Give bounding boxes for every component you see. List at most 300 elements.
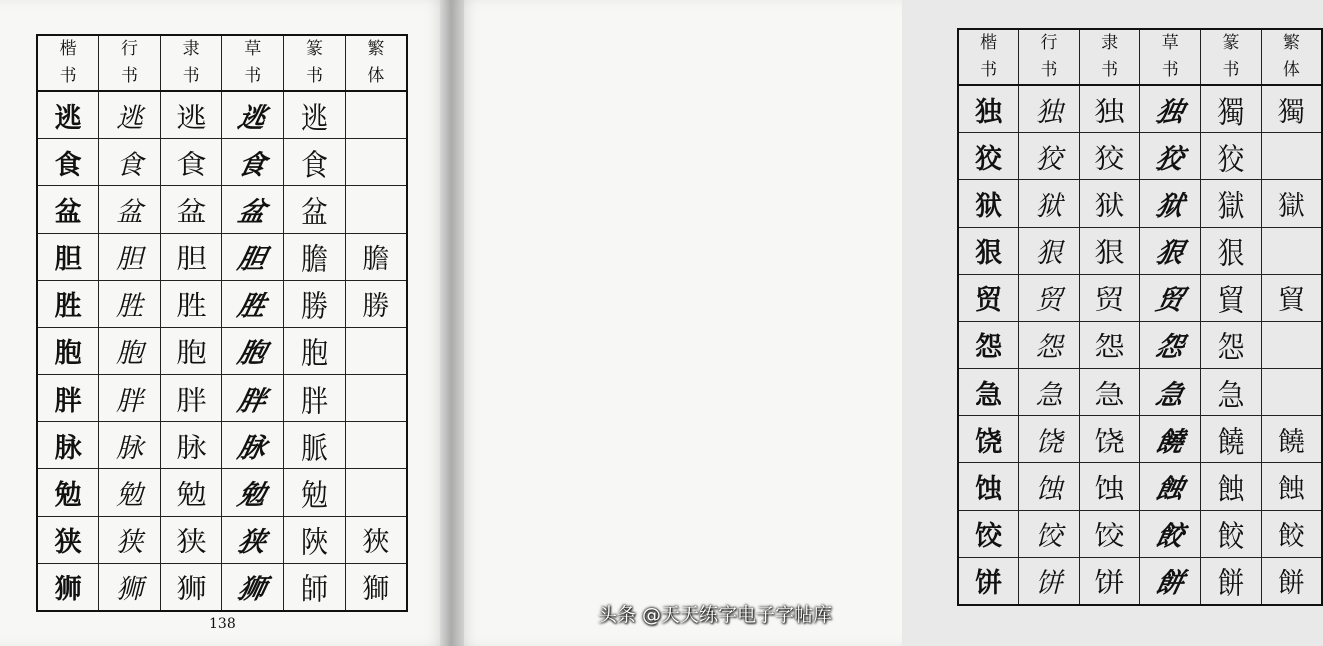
character-cell xyxy=(1079,463,1140,510)
character-cell xyxy=(37,280,99,327)
column-header-top: 楷 xyxy=(59,39,77,59)
character-glyph: 餃 xyxy=(1217,519,1245,555)
table-row xyxy=(958,416,1322,463)
character-cell xyxy=(222,186,284,233)
character-glyph: 饒 xyxy=(1277,426,1305,458)
character-cell xyxy=(1019,133,1080,180)
character-cell xyxy=(958,133,1019,180)
character-glyph: 狠 xyxy=(1035,238,1063,270)
column-header-top: 行 xyxy=(1040,33,1058,53)
character-glyph: 狠 xyxy=(975,238,1003,270)
character-glyph: 胆 xyxy=(235,244,269,276)
character-glyph: 狹 xyxy=(362,527,390,559)
column-header-bottom: 书 xyxy=(1040,60,1058,80)
character-glyph: 怨 xyxy=(975,332,1003,364)
character-cell xyxy=(958,321,1019,368)
character-cell xyxy=(1019,369,1080,416)
character-cell xyxy=(1261,227,1322,274)
character-cell xyxy=(1019,227,1080,274)
character-glyph: 饼 xyxy=(1035,568,1063,600)
character-cell xyxy=(99,327,161,374)
column-header xyxy=(1261,29,1322,85)
character-cell xyxy=(99,516,161,563)
character-glyph: 急 xyxy=(1094,379,1125,411)
character-glyph: 獄 xyxy=(1217,189,1245,225)
column-header-top: 隶 xyxy=(1101,33,1119,53)
character-glyph: 独 xyxy=(975,96,1003,128)
character-glyph: 胞 xyxy=(54,338,82,370)
character-glyph: 狡 xyxy=(1217,142,1245,178)
character-glyph: 狡 xyxy=(1152,143,1187,175)
column-header-bottom: 书 xyxy=(59,66,77,86)
character-glyph: 胞 xyxy=(235,338,269,370)
character-cell xyxy=(958,227,1019,274)
character-glyph: 胞 xyxy=(176,338,207,370)
character-glyph: 陜 xyxy=(300,525,328,561)
column-header xyxy=(222,35,284,91)
table-row xyxy=(37,375,407,422)
character-glyph: 狱 xyxy=(975,190,1003,222)
character-cell xyxy=(345,422,407,469)
character-cell xyxy=(1201,463,1262,510)
column-header-bottom: 书 xyxy=(980,60,998,80)
character-glyph: 勝 xyxy=(300,289,328,325)
character-cell xyxy=(37,139,99,186)
character-glyph: 脉 xyxy=(115,432,143,464)
character-glyph: 獄 xyxy=(1277,190,1305,222)
character-glyph: 狡 xyxy=(1094,143,1125,175)
page-number: 138 xyxy=(209,616,236,632)
character-cell xyxy=(1019,416,1080,463)
character-glyph: 狭 xyxy=(115,527,143,559)
character-cell xyxy=(345,469,407,516)
character-cell xyxy=(1140,369,1201,416)
column-header-bottom: 体 xyxy=(1282,60,1300,80)
character-glyph: 餅 xyxy=(1277,568,1305,600)
column-header xyxy=(1140,29,1201,85)
character-glyph: 急 xyxy=(1217,378,1245,413)
character-cell xyxy=(37,327,99,374)
character-glyph: 勉 xyxy=(300,478,328,514)
character-cell xyxy=(1261,463,1322,510)
character-cell xyxy=(222,233,284,280)
character-cell xyxy=(1079,369,1140,416)
character-glyph: 贸 xyxy=(1035,285,1063,317)
column-header-top: 繁 xyxy=(367,39,385,59)
character-cell xyxy=(284,375,346,422)
character-glyph: 胜 xyxy=(235,291,269,323)
right-character-table xyxy=(957,28,1323,606)
character-cell xyxy=(222,139,284,186)
character-cell xyxy=(1079,416,1140,463)
character-glyph: 膽 xyxy=(362,244,390,276)
table-row xyxy=(37,422,407,469)
character-glyph: 脉 xyxy=(54,432,82,464)
character-glyph: 貿 xyxy=(1277,285,1305,317)
character-glyph: 胖 xyxy=(54,385,82,417)
character-cell xyxy=(284,469,346,516)
table-row xyxy=(958,510,1322,557)
character-cell xyxy=(160,280,222,327)
character-glyph: 胜 xyxy=(176,291,207,323)
character-glyph: 饶 xyxy=(975,426,1003,458)
column-header-top: 篆 xyxy=(1222,33,1240,53)
character-glyph: 怨 xyxy=(1217,330,1245,366)
character-glyph: 贸 xyxy=(1094,285,1125,317)
character-cell xyxy=(1140,416,1201,463)
character-glyph: 胞 xyxy=(115,338,143,370)
table-row xyxy=(958,557,1322,605)
character-cell xyxy=(284,186,346,233)
character-cell xyxy=(160,139,222,186)
column-header xyxy=(1079,29,1140,85)
character-cell xyxy=(284,516,346,563)
column-header-top: 草 xyxy=(1161,33,1179,53)
character-glyph: 餅 xyxy=(1152,568,1187,600)
character-glyph: 饶 xyxy=(1035,426,1063,458)
character-cell xyxy=(1261,85,1322,133)
character-cell xyxy=(37,375,99,422)
character-cell xyxy=(1019,463,1080,510)
character-cell xyxy=(1201,133,1262,180)
character-glyph: 脉 xyxy=(235,432,269,464)
character-cell xyxy=(222,280,284,327)
character-cell xyxy=(160,91,222,139)
character-glyph: 饒 xyxy=(1217,425,1245,460)
column-header-top: 草 xyxy=(244,39,262,59)
table-row xyxy=(37,233,407,280)
character-cell xyxy=(345,563,407,611)
character-glyph: 胖 xyxy=(235,385,269,417)
character-glyph: 狮 xyxy=(235,574,269,606)
character-glyph: 膽 xyxy=(300,242,328,278)
character-glyph: 贸 xyxy=(975,285,1003,317)
character-cell xyxy=(1201,274,1262,321)
character-glyph: 盆 xyxy=(54,196,82,228)
character-cell xyxy=(160,563,222,611)
column-header xyxy=(958,29,1019,85)
character-cell xyxy=(1079,85,1140,133)
character-glyph: 盆 xyxy=(176,196,207,228)
character-glyph: 狱 xyxy=(1152,190,1187,222)
character-glyph: 饼 xyxy=(1094,568,1125,600)
character-cell xyxy=(1140,227,1201,274)
character-glyph: 胆 xyxy=(54,244,82,276)
character-cell xyxy=(99,422,161,469)
column-header-bottom: 书 xyxy=(120,66,138,86)
character-glyph: 饺 xyxy=(1035,521,1063,553)
column-header-bottom: 书 xyxy=(244,66,262,86)
character-glyph: 胞 xyxy=(300,336,328,372)
character-cell xyxy=(99,91,161,139)
character-glyph: 食 xyxy=(176,149,207,181)
column-header-top: 行 xyxy=(120,39,138,59)
column-header xyxy=(37,35,99,91)
character-cell xyxy=(160,233,222,280)
character-cell xyxy=(345,516,407,563)
character-cell xyxy=(958,557,1019,605)
character-cell xyxy=(222,516,284,563)
watermark: 头条 @天天练字电子字帖库 xyxy=(598,604,833,626)
character-cell xyxy=(1019,180,1080,227)
character-glyph: 狡 xyxy=(975,143,1003,175)
character-glyph: 逃 xyxy=(54,102,82,134)
column-header-bottom: 书 xyxy=(1222,60,1240,80)
column-header-bottom: 体 xyxy=(367,66,385,86)
character-cell xyxy=(1201,416,1262,463)
character-glyph: 餅 xyxy=(1217,566,1245,602)
character-glyph: 怨 xyxy=(1035,332,1063,364)
character-cell xyxy=(99,233,161,280)
character-glyph: 独 xyxy=(1094,96,1125,128)
character-glyph: 饺 xyxy=(975,521,1003,553)
character-glyph: 獨 xyxy=(1217,95,1245,130)
character-glyph: 胖 xyxy=(300,384,328,419)
right-page xyxy=(452,0,1305,646)
character-glyph: 胆 xyxy=(176,244,207,276)
character-cell xyxy=(345,139,407,186)
table-row xyxy=(37,327,407,374)
character-cell xyxy=(99,375,161,422)
character-glyph: 蝕 xyxy=(1217,472,1245,508)
character-glyph: 逃 xyxy=(115,102,143,134)
character-cell xyxy=(1261,510,1322,557)
character-glyph: 勉 xyxy=(115,479,143,511)
column-header-top: 楷 xyxy=(980,33,998,53)
table-row xyxy=(37,186,407,233)
character-cell xyxy=(1019,510,1080,557)
character-glyph: 獅 xyxy=(362,574,390,606)
character-cell xyxy=(1261,133,1322,180)
character-cell xyxy=(1079,510,1140,557)
character-cell xyxy=(37,422,99,469)
character-glyph: 蚀 xyxy=(1094,473,1125,505)
character-cell xyxy=(222,422,284,469)
character-glyph: 勉 xyxy=(176,479,207,511)
character-glyph: 狠 xyxy=(1094,238,1125,270)
table-row xyxy=(958,321,1322,368)
character-cell xyxy=(99,469,161,516)
character-glyph: 脈 xyxy=(300,431,328,466)
character-glyph: 狮 xyxy=(176,574,207,606)
character-cell xyxy=(958,180,1019,227)
character-cell xyxy=(345,375,407,422)
character-glyph: 饒 xyxy=(1152,426,1187,458)
column-header xyxy=(1201,29,1262,85)
character-cell xyxy=(1261,557,1322,605)
character-glyph: 狱 xyxy=(1035,190,1063,222)
character-glyph: 饺 xyxy=(1094,521,1125,553)
character-cell xyxy=(1079,274,1140,321)
character-cell xyxy=(958,85,1019,133)
character-cell xyxy=(222,469,284,516)
character-cell xyxy=(99,563,161,611)
table-row xyxy=(958,180,1322,227)
character-cell xyxy=(222,375,284,422)
character-cell xyxy=(160,327,222,374)
character-cell xyxy=(345,280,407,327)
character-cell xyxy=(1201,85,1262,133)
character-glyph: 怨 xyxy=(1152,332,1187,364)
character-glyph: 贸 xyxy=(1152,285,1187,317)
character-cell xyxy=(1019,85,1080,133)
character-glyph: 食 xyxy=(235,149,269,181)
character-glyph: 胖 xyxy=(176,385,207,417)
character-glyph: 貿 xyxy=(1217,283,1245,319)
character-cell xyxy=(1201,557,1262,605)
character-glyph: 蝕 xyxy=(1152,473,1187,505)
character-cell xyxy=(1201,180,1262,227)
character-cell xyxy=(1079,180,1140,227)
character-cell xyxy=(345,186,407,233)
character-glyph: 狭 xyxy=(54,527,82,559)
character-cell xyxy=(37,233,99,280)
table-row xyxy=(37,139,407,186)
character-cell xyxy=(1140,133,1201,180)
character-cell xyxy=(345,91,407,139)
character-glyph: 逃 xyxy=(235,102,269,134)
character-glyph: 急 xyxy=(975,379,1003,411)
character-glyph: 食 xyxy=(54,149,82,181)
character-glyph: 胜 xyxy=(54,291,82,323)
character-glyph: 蚀 xyxy=(975,473,1003,505)
character-cell xyxy=(1079,321,1140,368)
character-glyph: 狡 xyxy=(1035,143,1063,175)
character-cell xyxy=(1261,274,1322,321)
character-glyph: 盆 xyxy=(115,196,143,228)
character-glyph: 狱 xyxy=(1094,190,1125,222)
character-cell xyxy=(284,327,346,374)
character-cell xyxy=(1140,557,1201,605)
character-glyph: 食 xyxy=(115,149,143,181)
column-header-top: 隶 xyxy=(182,39,200,59)
character-glyph: 逃 xyxy=(176,102,207,134)
character-glyph: 狠 xyxy=(1217,236,1245,272)
character-cell xyxy=(37,516,99,563)
character-glyph: 胜 xyxy=(115,291,143,323)
character-cell xyxy=(958,510,1019,557)
character-glyph: 餃 xyxy=(1277,521,1305,553)
character-cell xyxy=(958,463,1019,510)
character-glyph: 食 xyxy=(300,148,328,184)
character-glyph: 怨 xyxy=(1094,332,1125,364)
character-cell xyxy=(1201,227,1262,274)
character-cell xyxy=(1140,463,1201,510)
character-cell xyxy=(222,563,284,611)
column-header-top: 繁 xyxy=(1282,33,1300,53)
character-glyph: 狮 xyxy=(54,574,82,606)
character-cell xyxy=(1261,369,1322,416)
character-cell xyxy=(160,469,222,516)
character-cell xyxy=(37,91,99,139)
character-glyph: 脉 xyxy=(176,432,207,464)
character-cell xyxy=(284,233,346,280)
table-row xyxy=(37,91,407,139)
table-row xyxy=(958,369,1322,416)
character-cell xyxy=(1201,510,1262,557)
character-glyph: 勝 xyxy=(362,291,390,323)
left-page xyxy=(0,0,452,646)
table-row xyxy=(958,274,1322,321)
character-cell xyxy=(160,375,222,422)
character-glyph: 狭 xyxy=(235,527,269,559)
character-cell xyxy=(222,327,284,374)
character-cell xyxy=(1201,321,1262,368)
character-cell xyxy=(37,563,99,611)
column-header-bottom: 书 xyxy=(1161,60,1179,80)
character-cell xyxy=(1201,369,1262,416)
table-row xyxy=(37,469,407,516)
character-cell xyxy=(345,233,407,280)
character-glyph: 逃 xyxy=(300,101,328,136)
character-glyph: 独 xyxy=(1152,96,1187,128)
character-cell xyxy=(160,186,222,233)
column-header-top: 篆 xyxy=(305,39,323,59)
book-spine-gutter xyxy=(440,0,464,646)
column-header-bottom: 书 xyxy=(182,66,200,86)
column-header-bottom: 书 xyxy=(305,66,323,86)
character-glyph: 盆 xyxy=(235,196,269,228)
character-glyph: 饶 xyxy=(1094,426,1125,458)
character-cell xyxy=(160,516,222,563)
left-header-row xyxy=(37,35,407,91)
character-cell xyxy=(1079,133,1140,180)
character-cell xyxy=(284,422,346,469)
character-cell xyxy=(284,139,346,186)
character-cell xyxy=(1261,321,1322,368)
character-cell xyxy=(1140,180,1201,227)
table-row xyxy=(958,463,1322,510)
character-glyph: 狮 xyxy=(115,574,143,606)
character-cell xyxy=(160,422,222,469)
character-glyph: 蝕 xyxy=(1277,473,1305,505)
character-glyph: 師 xyxy=(300,572,328,608)
character-cell xyxy=(99,280,161,327)
character-glyph: 饼 xyxy=(975,568,1003,600)
table-row xyxy=(37,280,407,327)
character-cell xyxy=(222,91,284,139)
character-glyph: 狭 xyxy=(176,527,207,559)
character-cell xyxy=(99,186,161,233)
character-cell xyxy=(284,563,346,611)
table-row xyxy=(37,516,407,563)
character-cell xyxy=(1140,85,1201,133)
character-cell xyxy=(958,274,1019,321)
character-cell xyxy=(99,139,161,186)
character-cell xyxy=(958,416,1019,463)
column-header xyxy=(160,35,222,91)
character-glyph: 胖 xyxy=(115,385,143,417)
character-cell xyxy=(1140,510,1201,557)
character-glyph: 独 xyxy=(1035,96,1063,128)
column-header xyxy=(99,35,161,91)
table-row xyxy=(958,227,1322,274)
table-row xyxy=(958,85,1322,133)
character-glyph: 急 xyxy=(1152,379,1187,411)
left-character-table xyxy=(36,34,408,612)
character-glyph: 蚀 xyxy=(1035,473,1063,505)
character-glyph: 盆 xyxy=(300,195,328,231)
character-cell xyxy=(1140,274,1201,321)
character-cell xyxy=(1019,321,1080,368)
character-glyph: 胆 xyxy=(115,244,143,276)
character-cell xyxy=(37,469,99,516)
character-glyph: 勉 xyxy=(54,479,82,511)
column-header-bottom: 书 xyxy=(1101,60,1119,80)
character-cell xyxy=(1261,416,1322,463)
character-glyph: 勉 xyxy=(235,479,269,511)
character-glyph: 餃 xyxy=(1152,521,1187,553)
